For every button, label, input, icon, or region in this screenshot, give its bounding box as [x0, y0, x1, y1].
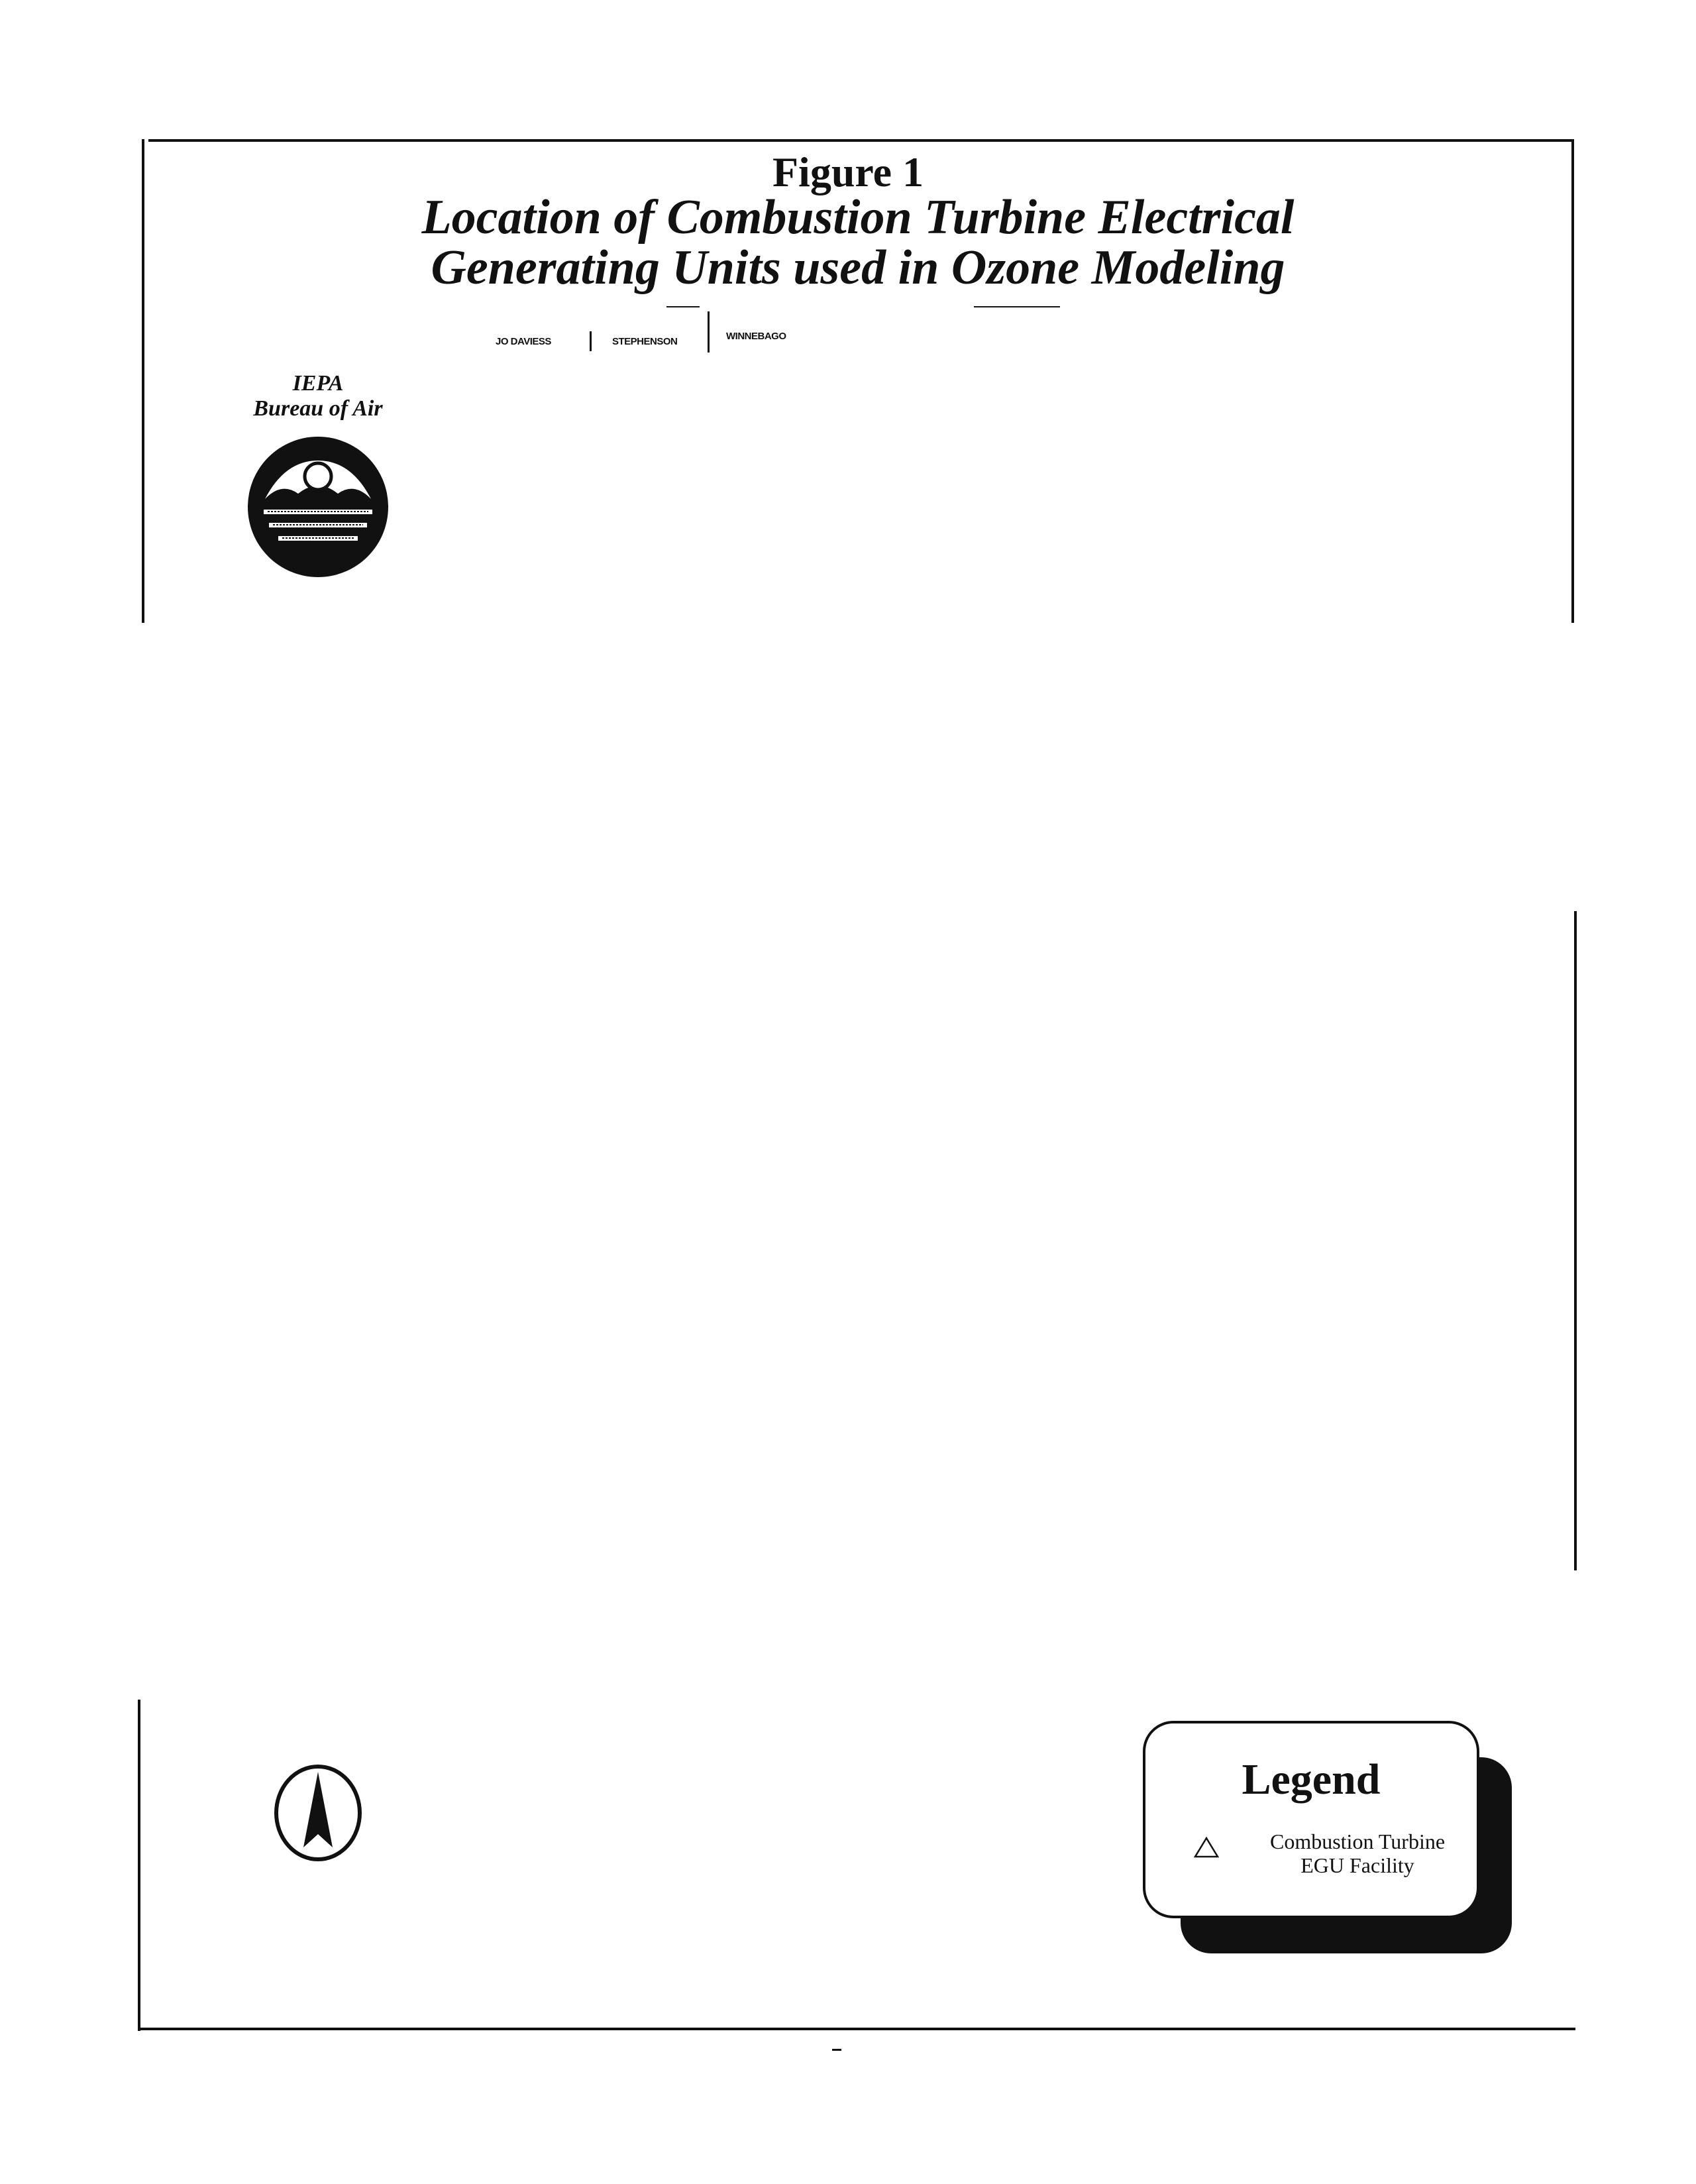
figure-title: [371, 192, 1345, 293]
agency-name: [225, 371, 411, 421]
county-label-stephenson: STEPHENSON: [612, 336, 678, 347]
north-arrow-icon: [272, 1763, 364, 1863]
county-label-winnebago: WINNEBAGO: [726, 331, 786, 342]
county-label-jo-daviess: JO DAVIESS: [496, 336, 551, 347]
county-boundary-1: [590, 331, 592, 351]
iepa-seal-icon: [245, 434, 391, 580]
map-frame-left-upper: [142, 139, 144, 623]
county-boundary-2: [708, 311, 710, 353]
legend-title: Legend: [1242, 1755, 1381, 1804]
legend-item-combustion-turbine: [1245, 1829, 1470, 1877]
county-boundary-3: [666, 306, 700, 307]
map-frame-left-lower: [138, 1700, 140, 2031]
figure-title-line-1: Location of Combustion Turbine Electrical: [421, 190, 1295, 245]
figure-label: Figure 1: [772, 148, 924, 195]
agency-line-1: IEPA: [292, 371, 344, 396]
county-boundary-4: [974, 306, 1060, 307]
legend-item-line-2: EGU Facility: [1300, 1853, 1414, 1877]
map-frame-right-lower: [1574, 911, 1577, 1570]
agency-line-2: Bureau of Air: [253, 396, 383, 421]
legend-item-line-1: Combustion Turbine: [1269, 1829, 1446, 1853]
map-frame-right-upper: [1571, 139, 1574, 623]
map-frame-bottom: [138, 2028, 1575, 2030]
map-frame-top: [148, 139, 1573, 142]
triangle-icon: [1193, 1836, 1220, 1862]
figure-title-line-2: Generating Units used in Ozone Modeling: [431, 241, 1285, 295]
legend: [1143, 1721, 1479, 1918]
scan-mark: [832, 2049, 841, 2051]
